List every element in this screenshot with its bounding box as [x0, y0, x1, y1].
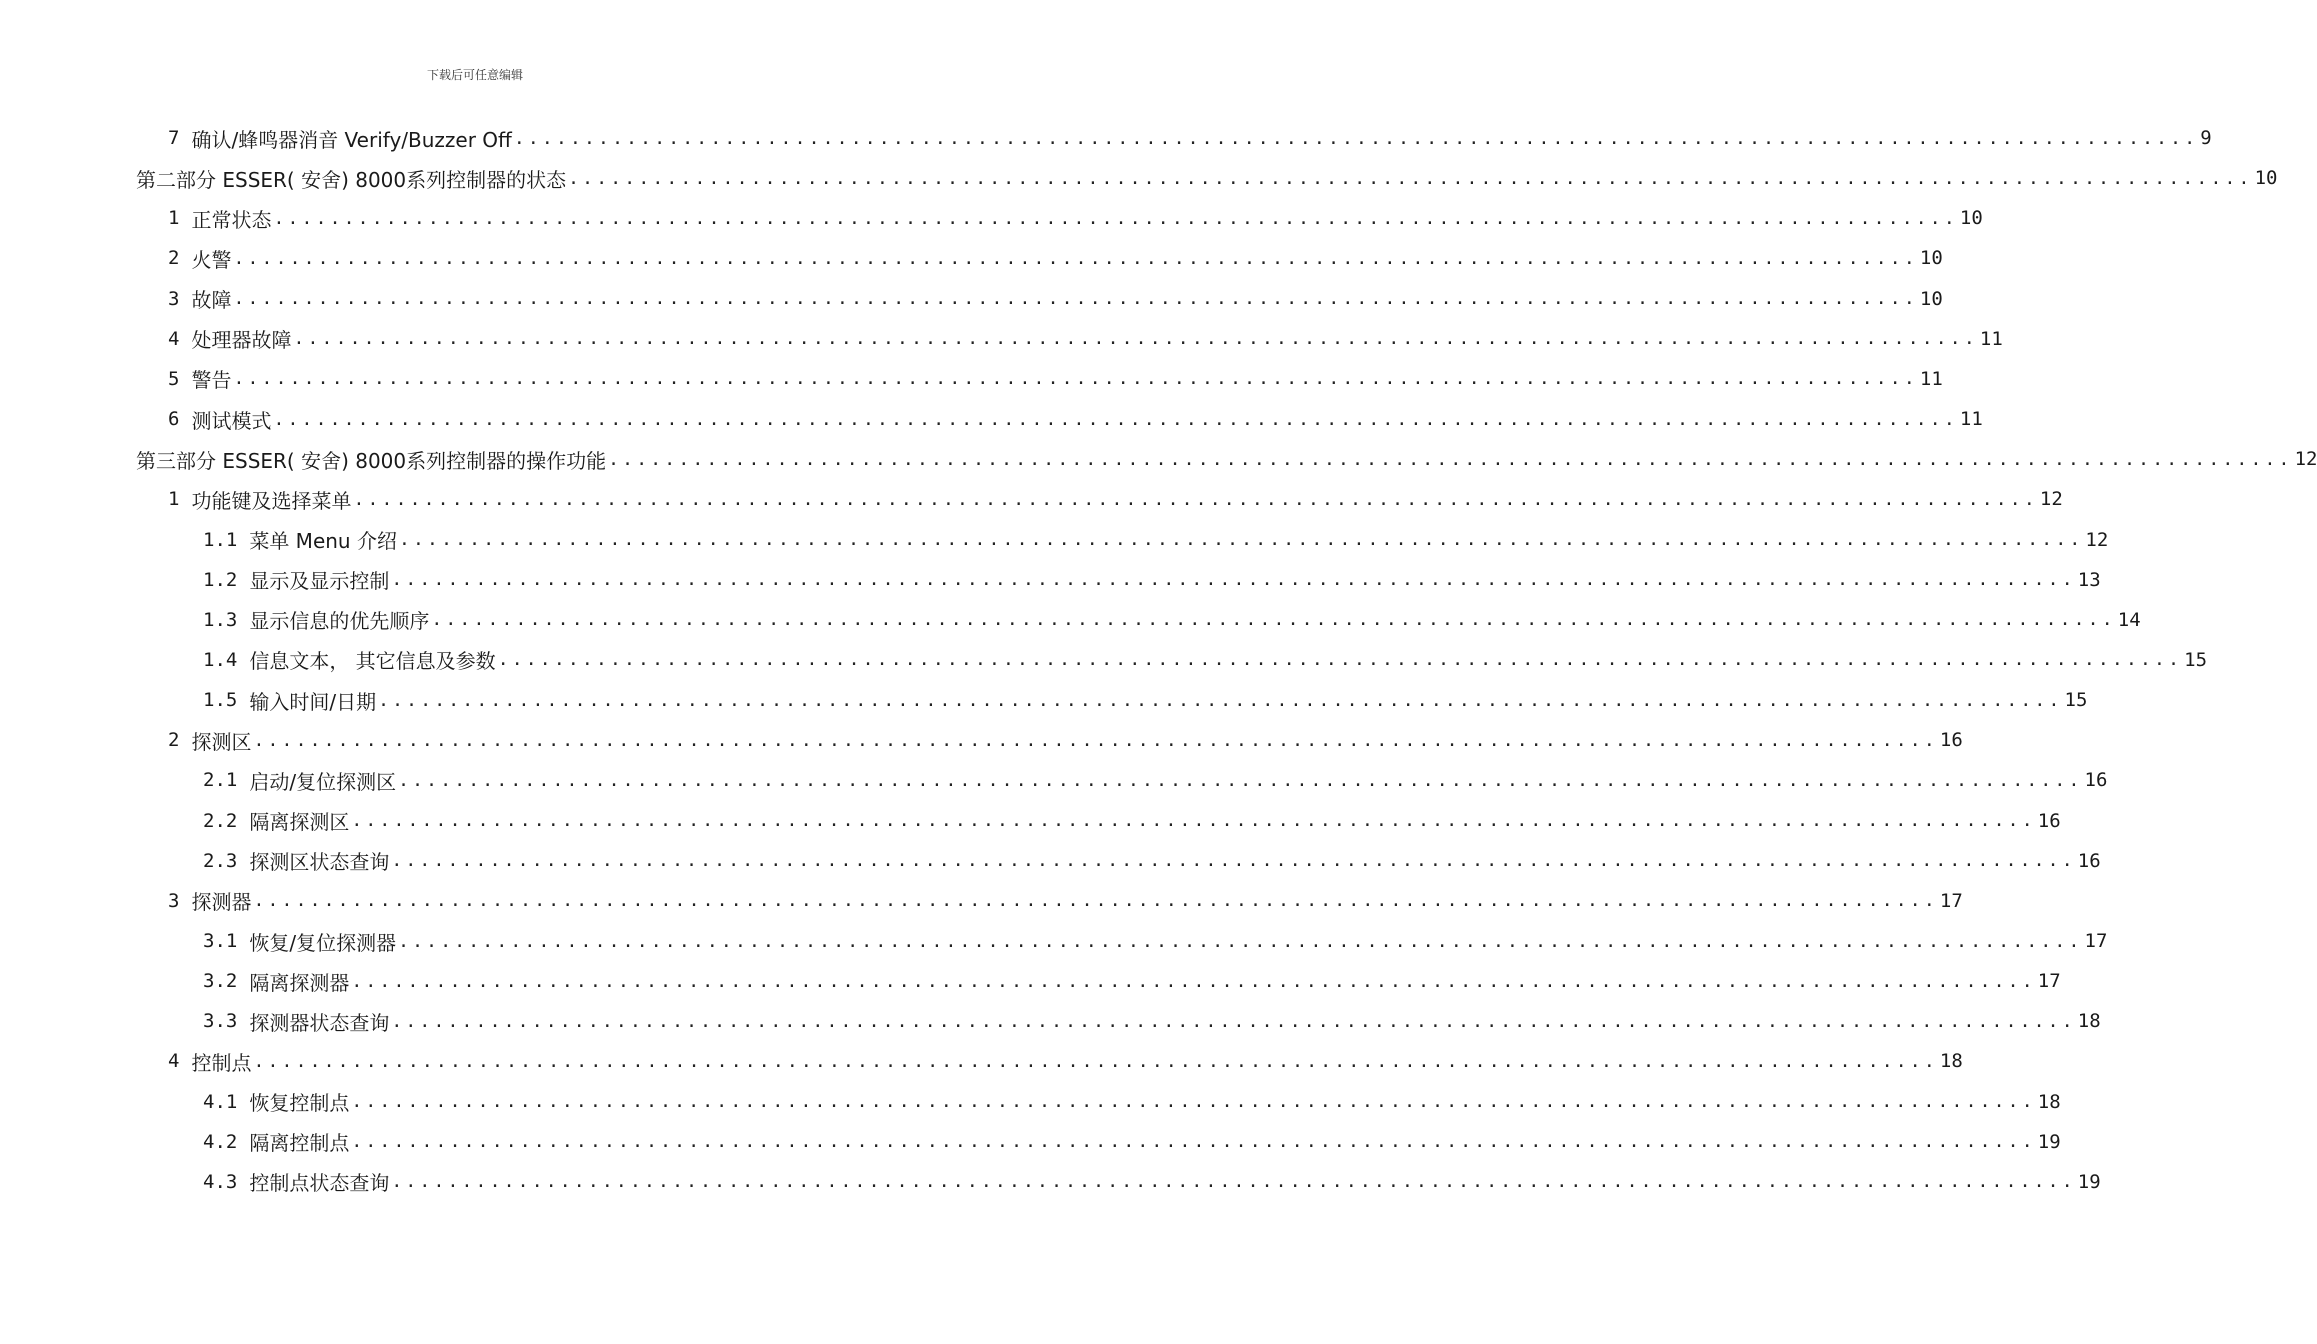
- toc-entry-page-number: 10: [1959, 207, 1983, 230]
- toc-entry-title: 警告: [191, 368, 232, 393]
- toc-entry[interactable]: [168, 279, 1943, 319]
- toc-entry-number: 2: [168, 729, 180, 752]
- toc-entry[interactable]: [203, 961, 2061, 1001]
- toc-entry-number: 3: [168, 287, 180, 310]
- toc-entry-page-number: 11: [1959, 408, 1983, 431]
- toc-entry-page-number: 17: [1939, 889, 1963, 912]
- toc-entry-title: 恢复控制点: [249, 1091, 350, 1116]
- toc-entry-title: 控制点状态查询: [249, 1171, 390, 1196]
- toc-entry-number: 1.2: [203, 568, 238, 591]
- toc-entry-number: 2: [168, 247, 180, 270]
- toc-entry-title: 确认/蜂鸣器消音 Verify/Buzzer Off: [191, 127, 512, 152]
- toc-entry-number: 1: [168, 207, 180, 230]
- toc-dot-leader: ........................................................................................................................: [253, 890, 1938, 912]
- toc-entry[interactable]: [203, 760, 2108, 800]
- toc-entry-title: 第二部分 ESSER( 安舍) 8000系列控制器的状态: [136, 167, 567, 192]
- toc-entry-page-number: 10: [2254, 167, 2278, 190]
- toc-entry-number: 1: [168, 488, 180, 511]
- toc-entry-page-number: 12: [2039, 488, 2063, 511]
- toc-dot-leader: ........................................................................................................................: [273, 207, 1958, 229]
- toc-dot-leader: ........................................................................................................................: [398, 529, 2084, 550]
- toc-entry-page-number: 16: [2084, 769, 2108, 792]
- toc-entry-page-number: 15: [2064, 689, 2088, 712]
- toc-entry-title: 控制点: [191, 1050, 252, 1075]
- toc-entry-number: 4.2: [203, 1130, 238, 1153]
- toc-entry-number: 1.1: [203, 528, 238, 551]
- toc-entry-number: 3.3: [203, 1010, 238, 1033]
- toc-dot-leader: ........................................................................................................................: [233, 368, 1918, 390]
- toc-entry-title: 探测器: [191, 890, 252, 915]
- toc-entry-page-number: 9: [2200, 127, 2212, 149]
- toc-entry-page-number: 19: [2077, 1170, 2101, 1193]
- toc-entry[interactable]: [168, 479, 2063, 519]
- toc-dot-leader: ........................................................................................................................: [497, 649, 2183, 671]
- toc-dot-leader: ........................................................................................................................: [351, 1131, 2036, 1153]
- toc-entry-number: 5: [168, 367, 180, 390]
- toc-entry-number: 6: [168, 408, 180, 431]
- page-header: 下载后可任意编辑: [426, 68, 523, 82]
- toc-dot-leader: ........................................................................................................................: [293, 328, 1978, 350]
- toc-entry[interactable]: [168, 118, 2212, 158]
- toc-dot-leader: ........................................................................................................................: [391, 850, 2076, 872]
- toc-dot-leader: ........................................................................................................................: [351, 1091, 2036, 1113]
- toc-entry-title: 故障: [191, 288, 232, 313]
- toc-dot-leader: ........................................................................................................................: [513, 127, 2199, 149]
- toc-entry-title: 火警: [191, 247, 232, 272]
- toc-entry-number: 2.2: [203, 809, 238, 832]
- toc-dot-leader: ........................................................................................................................: [391, 569, 2076, 591]
- toc-dot-leader: ........................................................................................................................: [391, 1171, 2076, 1193]
- toc-entry[interactable]: [203, 560, 2101, 600]
- toc-entry-page-number: 11: [1919, 367, 1943, 390]
- toc-entry-title: 探测区: [191, 729, 252, 754]
- toc-entry-title: 输入时间/日期: [249, 689, 377, 714]
- toc-entry-page-number: 16: [2037, 809, 2061, 832]
- toc-entry-number: 4: [168, 1050, 180, 1073]
- toc-entry[interactable]: [203, 1082, 2061, 1122]
- toc-dot-leader: ........................................................................................................................: [351, 970, 2036, 992]
- toc-entry-number: 3: [168, 889, 180, 912]
- toc-entry-title: 测试模式: [191, 408, 272, 433]
- toc-entry[interactable]: [168, 359, 1943, 399]
- toc-entry[interactable]: [203, 1122, 2061, 1162]
- toc-entry-page-number: 10: [1919, 247, 1943, 270]
- toc-entry-title: 第三部分 ESSER( 安舍) 8000系列控制器的操作功能: [136, 448, 607, 473]
- toc-entry-page-number: 18: [2077, 1010, 2101, 1033]
- toc-entry-title: 探测区状态查询: [249, 850, 390, 875]
- toc-entry-number: 1.5: [203, 689, 238, 712]
- toc-dot-leader: ........................................................................................................................: [398, 769, 2083, 791]
- toc-dot-leader: ........................................................................................................................: [608, 448, 2293, 470]
- toc-entry[interactable]: [136, 158, 2278, 198]
- toc-entry-number: 4: [168, 327, 180, 350]
- toc-entry-title: 信息文本， 其它信息及参数: [249, 649, 496, 674]
- toc-entry-page-number: 10: [1919, 287, 1943, 310]
- toc-entry-title: 显示及显示控制: [249, 569, 390, 594]
- toc-entry-page-number: 16: [2077, 849, 2101, 872]
- toc-entry[interactable]: [203, 640, 2208, 680]
- toc-entry-title: 探测器状态查询: [249, 1010, 390, 1035]
- toc-entry-title: 功能键及选择菜单: [191, 488, 352, 513]
- toc-entry-page-number: 12: [2294, 448, 2317, 471]
- toc-dot-leader: ........................................................................................................................: [568, 167, 2253, 189]
- toc-dot-leader: ........................................................................................................................: [253, 729, 1938, 751]
- toc-entry[interactable]: [203, 1162, 2101, 1202]
- toc-entry[interactable]: [168, 720, 1963, 760]
- toc-dot-leader: ........................................................................................................................: [273, 408, 1958, 430]
- toc-entry-page-number: 17: [2084, 930, 2108, 952]
- toc-entry-title: 恢复/复位探测器: [249, 930, 397, 955]
- toc-entry-title: 菜单 Menu 介绍: [249, 529, 397, 553]
- toc-entry-page-number: 17: [2037, 970, 2061, 993]
- toc-entry-title: 隔离探测器: [249, 970, 350, 995]
- toc-entry-page-number: 16: [1939, 729, 1963, 752]
- toc-entry[interactable]: [203, 921, 2108, 961]
- toc-entry-number: 4.3: [203, 1170, 238, 1193]
- toc-dot-leader: ........................................................................................................................: [398, 930, 2083, 952]
- toc-entry-page-number: 13: [2077, 568, 2101, 591]
- toc-entry[interactable]: [203, 841, 2101, 881]
- toc-entry-title: 正常状态: [191, 207, 272, 232]
- toc-entry-page-number: 11: [1979, 327, 2003, 350]
- toc-entry-page-number: 19: [2037, 1130, 2061, 1153]
- toc-entry-number: 7: [168, 127, 180, 149]
- toc-entry-page-number: 18: [2037, 1090, 2061, 1113]
- toc-entry-page-number: 15: [2184, 648, 2208, 671]
- toc-entry-number: 3.1: [203, 930, 238, 952]
- toc-entry[interactable]: [203, 600, 2141, 640]
- toc-entry[interactable]: [168, 1041, 1963, 1081]
- toc-dot-leader: ........................................................................................................................: [378, 689, 2063, 711]
- toc-entry-title: 显示信息的优先顺序: [249, 609, 430, 634]
- toc-entry-page-number: 14: [2117, 608, 2141, 631]
- toc-entry-title: 启动/复位探测区: [249, 769, 397, 794]
- toc-entry-title: 处理器故障: [191, 328, 292, 353]
- toc-entry-page-number: 12: [2085, 528, 2109, 551]
- toc-entry[interactable]: [168, 881, 1963, 921]
- toc-entry[interactable]: [203, 1001, 2101, 1041]
- toc-entry[interactable]: [203, 801, 2061, 841]
- toc-entry-number: 1.3: [203, 608, 238, 631]
- toc-entry-title: 隔离探测区: [249, 810, 350, 835]
- toc-dot-leader: ........................................................................................................................: [233, 247, 1918, 269]
- toc-entry-number: 4.1: [203, 1090, 238, 1113]
- toc-entry-number: 3.2: [203, 970, 238, 993]
- toc-entry[interactable]: [168, 399, 1983, 439]
- toc-entry[interactable]: [168, 238, 1943, 278]
- toc-entry[interactable]: [203, 680, 2088, 720]
- toc-dot-leader: ........................................................................................................................: [233, 288, 1918, 310]
- toc-dot-leader: ........................................................................................................................: [431, 609, 2116, 631]
- toc-dot-leader: ........................................................................................................................: [353, 488, 2038, 510]
- toc-entry-number: 1.4: [203, 648, 238, 671]
- toc-dot-leader: ........................................................................................................................: [253, 1050, 1938, 1072]
- toc-entry[interactable]: [168, 319, 2003, 359]
- toc-entry-page-number: 18: [1939, 1050, 1963, 1073]
- toc-entry[interactable]: [136, 439, 2317, 479]
- toc-entry-title: 隔离控制点: [249, 1131, 350, 1156]
- toc-entry[interactable]: [168, 198, 1983, 238]
- toc-dot-leader: ........................................................................................................................: [351, 810, 2036, 832]
- toc-entry-number: 2.3: [203, 849, 238, 872]
- toc-entry-number: 2.1: [203, 769, 238, 792]
- toc-entry[interactable]: [203, 520, 2109, 560]
- toc-dot-leader: ........................................................................................................................: [391, 1010, 2076, 1032]
